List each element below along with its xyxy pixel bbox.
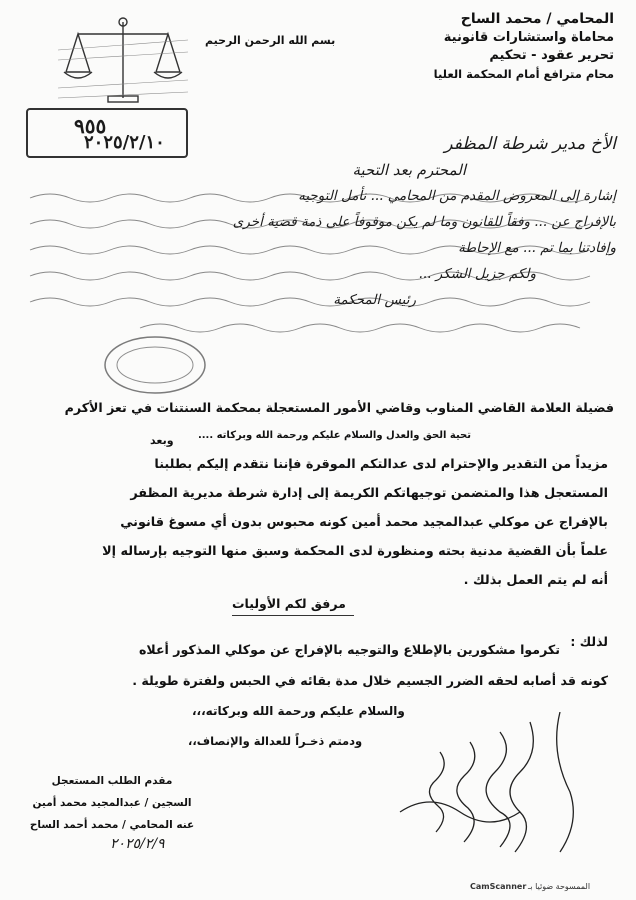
- court-seal-stamp: [100, 330, 210, 400]
- letterhead-name: المحامي / محمد الساح: [460, 11, 614, 27]
- scales-of-justice-logo: [58, 10, 188, 110]
- paragraph-line: المستعجل هذا والمتضمن توجيهاتكم الكريمة إلى إدارة شرطة مديرية المظفر: [130, 486, 608, 501]
- salutation: والسلام عليكم ورحمة الله وبركاته،،،: [192, 704, 405, 718]
- signature-attorney: عنه المحامي / محمد أحمد الساح: [29, 819, 195, 831]
- paragraph-line: بالإفراج عن موكلي عبدالمجيد محمد أمين كونه محبوس بدون أي مسوغ قانوني: [120, 515, 608, 530]
- attachment-heading: مرفق لكم الأوليات: [232, 596, 346, 611]
- paragraph-line: أنه لم يتم العمل بذلك .: [463, 573, 608, 588]
- handwritten-line: وإفادتنا بما تم ... مع الإحاطة: [458, 240, 616, 256]
- scanner-watermark: [528, 882, 590, 891]
- paragraph-line: علماً بأن القضية مدنية بحته ومنظورة لدى المحكمة وسبق منها التوجيه بإرساله إلا: [102, 544, 608, 559]
- paragraph-line: مزيداً من التقدير والإحترام لدى عدالتكم الموقرة فإننا نتقدم إليكم بطلبنا: [154, 457, 608, 472]
- handwritten-line: ولكم جزيل الشكر ...: [418, 266, 536, 282]
- letterhead: [404, 10, 614, 83]
- handwritten-signature: [380, 712, 580, 862]
- signature-prisoner: السجين / عبدالمجيد محمد أمين: [32, 797, 192, 809]
- main-paragraph: [28, 450, 608, 595]
- closing-mark: وبعد: [150, 434, 174, 447]
- request-block: [28, 634, 608, 696]
- letterhead-services: محاماة واستشارات قانونية: [443, 30, 614, 45]
- handwritten-line: الأخ مدير شرطة المظفر: [444, 134, 616, 154]
- request-label: لذلك :: [570, 634, 608, 649]
- signature-date-note: ٢٠٢٥/٢/٩: [110, 836, 165, 852]
- signature-title: مقدم الطلب المستعجل: [51, 775, 173, 787]
- handwritten-line: المحترم بعد التحية: [352, 161, 466, 179]
- request-line: تكرموا مشكورين بالإطلاع والتوجيه بالإفراج عن موكلي المذكور أعلاه: [138, 642, 560, 657]
- receipt-number: ٩٥٥: [74, 114, 107, 138]
- scanner-name: CamScanner: [470, 882, 527, 891]
- receipt-date: ٢٠٢٥/٢/١٠: [84, 132, 165, 153]
- handwritten-line: رئيس المحكمة: [333, 292, 416, 308]
- handwritten-line: إشارة إلى المعروض المقدم من المحامي ... نأمل التوجيه: [298, 188, 616, 204]
- request-line: كونه قد أصابه لحقه الضرر الجسيم خلال مدة بقائه في الحبس ولفترة طويلة .: [132, 673, 608, 688]
- handwritten-line: بالإفراج عن ... وفقاً للقانون وما لم يكن موقوفاً على ذمة قضية أخرى: [232, 214, 616, 230]
- greeting: تحية الحق والعدل والسلام عليكم ورحمة الله وبركاته ....: [197, 430, 471, 441]
- letterhead-court: محام مترافع أمام المحكمة العليا: [433, 67, 614, 81]
- basmala: بسم الله الرحمن الرحيم: [205, 34, 336, 47]
- closing-wish: ودمتم ذخـراً للعدالة والإنصاف،،: [188, 734, 363, 748]
- letterhead-contracts: تحرير عقود - تحكيم: [489, 48, 614, 63]
- scanner-scanned-with: الممسوحة ضوئيا بـ: [528, 882, 591, 891]
- attachment-heading-underline: [232, 615, 354, 616]
- signature-block: [22, 770, 202, 836]
- addressee: فضيلة العلامة القاضي المناوب وقاضي الأمور المستعجلة بمحكمة السنتنات في تعز الأكرم: [64, 400, 614, 415]
